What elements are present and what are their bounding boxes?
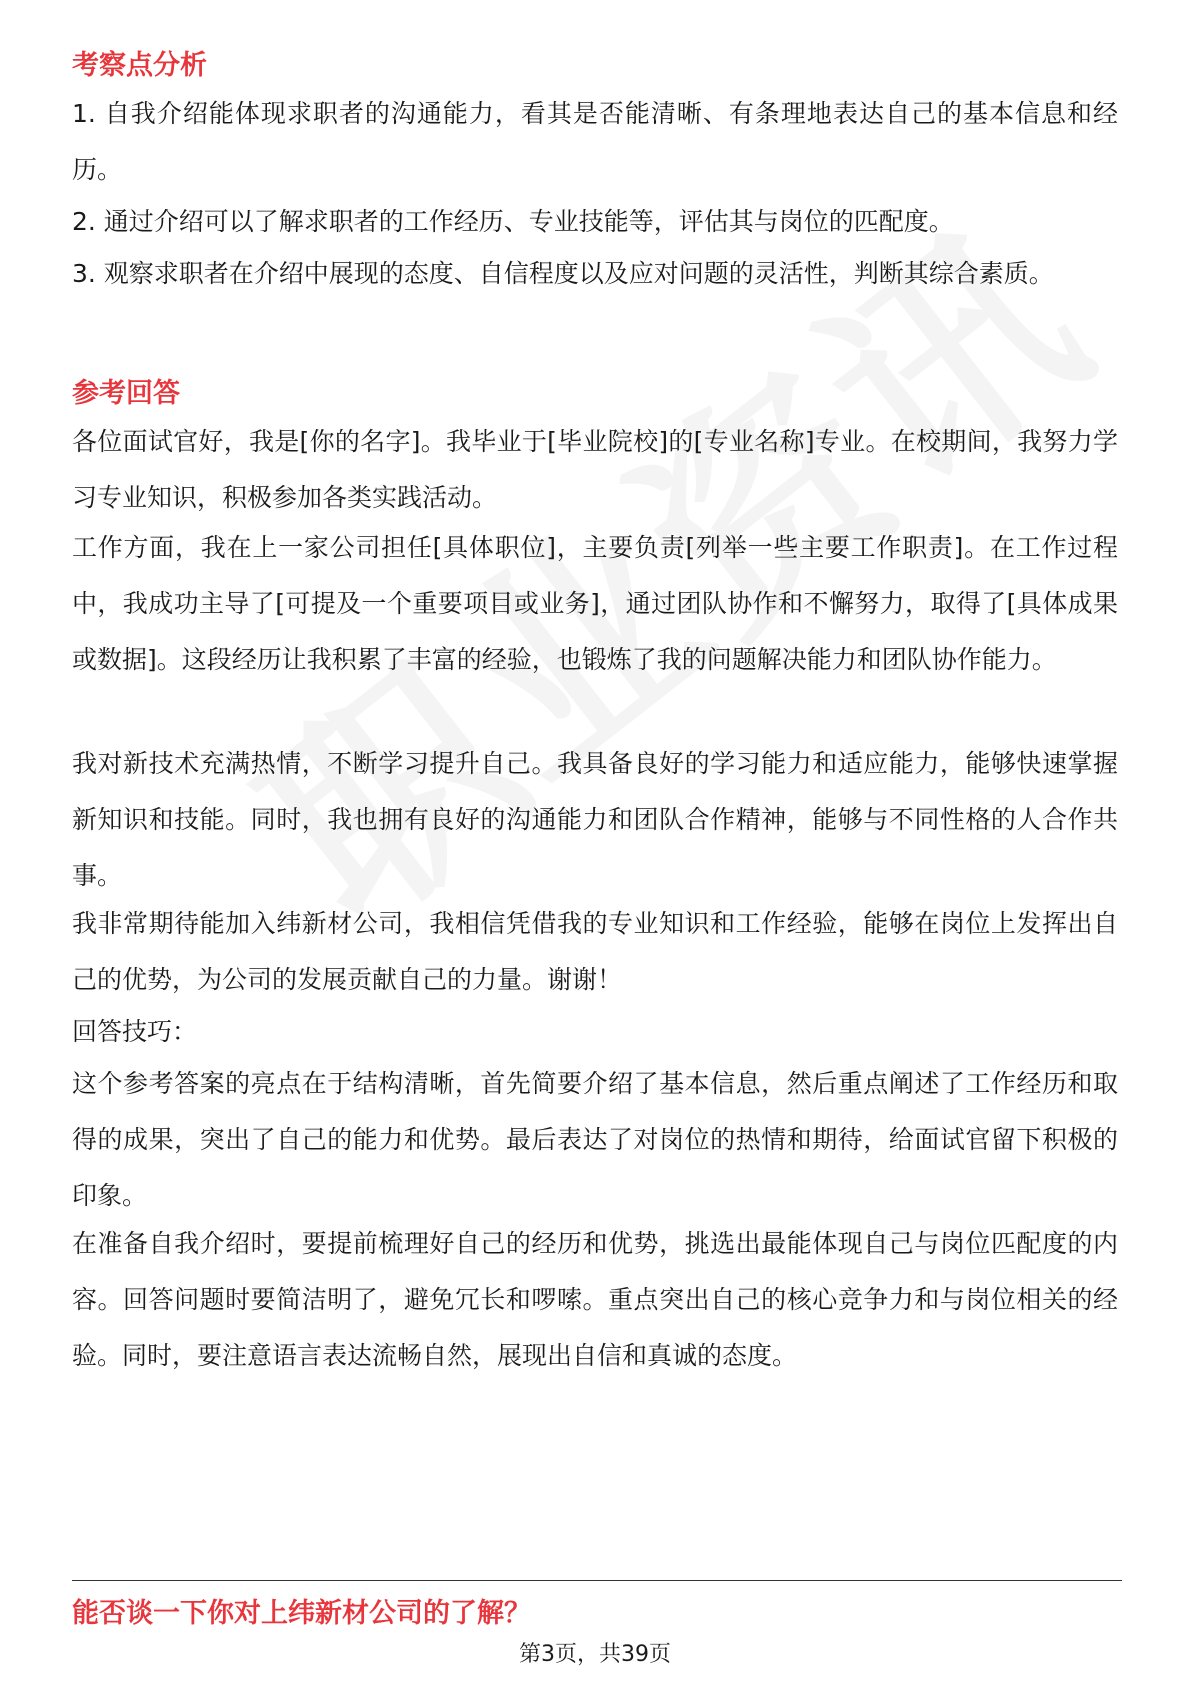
analysis-point-2: 2. 通过介绍可以了解求职者的工作经历、专业技能等，评估其与岗位的匹配度。 [72,207,954,236]
analysis-point-3: 3. 观察求职者在介绍中展现的态度、自信程度以及应对问题的灵活性，判断其综合素质。 [72,259,1054,288]
section-title-answer: 参考回答 [72,378,180,409]
document-page [72,0,1122,1684]
answer-paragraph-intro: 各位面试官好，我是[你的名字]。我毕业于[毕业院校]的[专业名称]专业。在校期间，我努力学习专业知识，积极参加各类实践活动。 [72,427,1118,512]
answer-paragraph-work: 工作方面，我在上一家公司担任[具体职位]，主要负责[列举一些主要工作职责]。在工作过程中，我成功主导了[可提及一个重要项目或业务]，通过团队协作和不懈努力，取得了[具体成果或数据]。这段经历让我积累了丰富的经验，也锻炼了我的问题解决能力和团队协作能力。 [72,533,1118,674]
answer-tips-highlight: 这个参考答案的亮点在于结构清晰，首先简要介绍了基本信息，然后重点阐述了工作经历和取得的成果，突出了自己的能力和优势。最后表达了对岗位的热情和期待，给面试官留下积极的印象。 [72,1069,1118,1210]
analysis-point-1: 1. 自我介绍能体现求职者的沟通能力，看其是否能清晰、有条理地表达自己的基本信息和经历。 [72,99,1118,184]
answer-tips-preparation: 在准备自我介绍时，要提前梳理好自己的经历和优势，挑选出最能体现自己与岗位匹配度的内容。回答问题时要简洁明了，避免冗长和啰嗦。重点突出自己的核心竞争力和与岗位相关的经验。同时，要注意语言表达流畅自然，展现出自信和真诚的态度。 [72,1229,1118,1370]
next-question-title: 能否谈一下你对上纬新材公司的了解？ [72,1598,531,1629]
page-number: 第3页，共39页 [519,1642,671,1667]
answer-paragraph-skills: 我对新技术充满热情，不断学习提升自己。我具备良好的学习能力和适应能力，能够快速掌握新知识和技能。同时，我也拥有良好的沟通能力和团队合作精神，能够与不同性格的人合作共事。 [72,749,1118,890]
answer-tips-label: 回答技巧： [72,1017,198,1046]
section-divider [72,1580,1122,1581]
answer-paragraph-closing: 我非常期待能加入纬新材公司，我相信凭借我的专业知识和工作经验，能够在岗位上发挥出自己的优势，为公司的发展贡献自己的力量。谢谢！ [72,909,1118,994]
section-title-analysis: 考察点分析 [72,50,207,81]
